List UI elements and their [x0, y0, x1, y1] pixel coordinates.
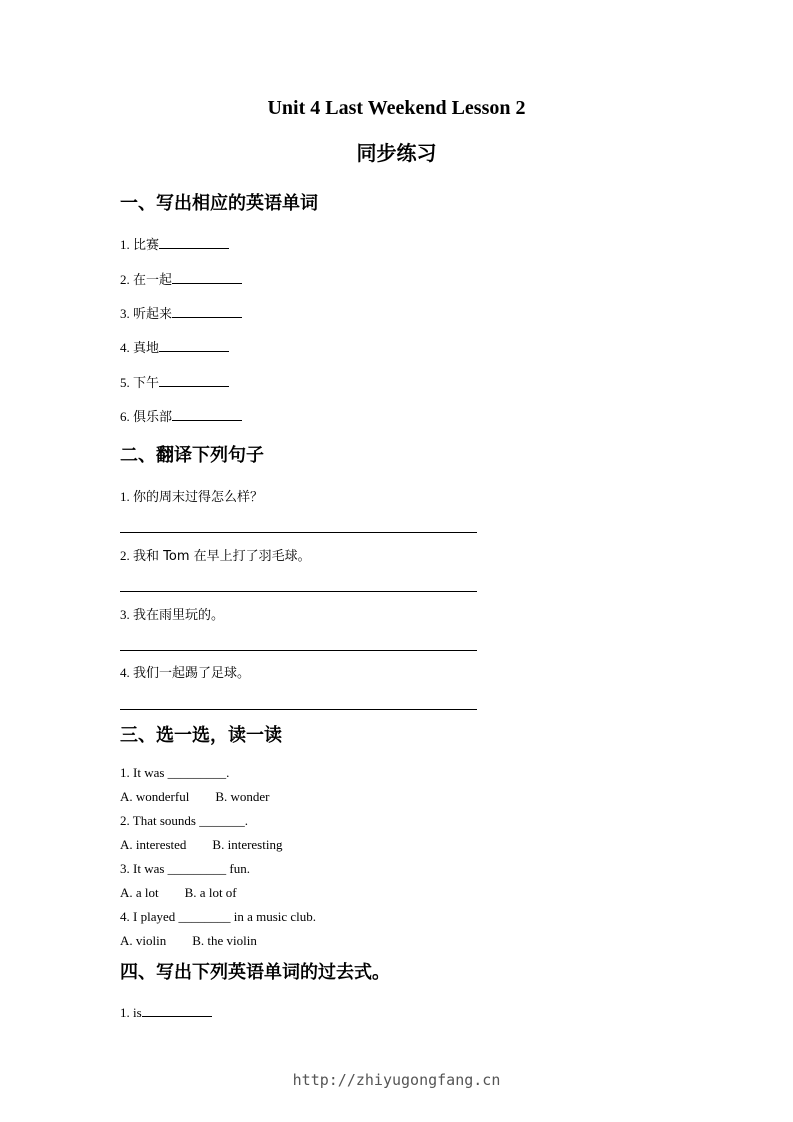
question-stem: 3. It was _________ fun. — [120, 861, 250, 876]
item-number: 1. — [120, 237, 130, 252]
option-a[interactable]: A. interested — [120, 837, 187, 852]
page-subtitle: 同步练习 — [356, 141, 437, 165]
section1-item — [120, 372, 229, 391]
answer-blank[interactable] — [172, 271, 242, 284]
section4-heading: 四、写出下列英语单词的过去式。 — [120, 962, 390, 983]
section2-item — [120, 604, 224, 623]
item-text: 下午 — [133, 376, 160, 391]
item-number: 1. — [120, 1005, 130, 1020]
section4-item — [120, 1004, 212, 1021]
section1-item — [120, 303, 242, 322]
answer-blank[interactable] — [159, 339, 229, 352]
item-text: 俱乐部 — [133, 410, 173, 425]
item-number: 5. — [120, 375, 130, 390]
question-options — [120, 885, 237, 901]
question-stem: 1. It was _________. — [120, 765, 230, 780]
answer-blank[interactable] — [172, 305, 242, 318]
item-text: 你的周末过得怎么样？ — [133, 490, 264, 505]
footer-url[interactable]: http://zhiyugongfang.cn — [292, 1071, 501, 1089]
section2-heading: 二、翻译下列句子 — [120, 445, 264, 466]
option-b[interactable]: B. wonder — [215, 789, 270, 804]
answer-line[interactable] — [120, 532, 477, 533]
option-a[interactable]: A. violin — [120, 933, 167, 948]
item-number: 2. — [120, 272, 130, 287]
section1-item — [120, 269, 242, 288]
item-number: 3. — [120, 306, 130, 321]
answer-blank[interactable] — [159, 374, 229, 387]
question-options — [120, 789, 270, 805]
option-b[interactable]: B. a lot of — [184, 885, 237, 900]
option-a[interactable]: A. a lot — [120, 885, 159, 900]
option-a[interactable]: A. wonderful — [120, 789, 190, 804]
item-text: 我们一起踢了足球。 — [133, 666, 251, 681]
answer-blank[interactable] — [142, 1004, 212, 1017]
item-text: is — [133, 1005, 142, 1020]
page-title: Unit 4 Last Weekend Lesson 2 — [267, 97, 526, 119]
item-number: 4. — [120, 340, 130, 355]
item-text: 听起来 — [133, 307, 173, 322]
item-text: 真地 — [133, 341, 160, 356]
section2-item — [120, 545, 311, 564]
answer-blank[interactable] — [159, 236, 229, 249]
section3-heading: 三、选一选，读一读 — [120, 725, 282, 746]
item-number: 2. — [120, 548, 130, 563]
section1-item — [120, 406, 242, 425]
question-stem: 2. That sounds _______. — [120, 813, 248, 828]
section1-item — [120, 337, 229, 356]
section1-heading: 一、写出相应的英语单词 — [120, 193, 318, 214]
section1-item — [120, 234, 229, 253]
item-number: 4. — [120, 665, 130, 680]
item-text: 比赛 — [133, 238, 160, 253]
item-text: 我在雨里玩的。 — [133, 608, 225, 623]
item-text: 我和 Tom 在早上打了羽毛球。 — [133, 549, 311, 564]
answer-line[interactable] — [120, 709, 477, 710]
option-b[interactable]: B. interesting — [212, 837, 283, 852]
section2-item — [120, 662, 250, 681]
answer-line[interactable] — [120, 591, 477, 592]
item-number: 1. — [120, 489, 130, 504]
answer-line[interactable] — [120, 650, 477, 651]
question-options — [120, 837, 282, 853]
question-options — [120, 933, 257, 949]
item-number: 3. — [120, 607, 130, 622]
question-stem: 4. I played ________ in a music club. — [120, 909, 317, 924]
section2-item — [120, 486, 263, 505]
item-number: 6. — [120, 409, 130, 424]
option-b[interactable]: B. the violin — [192, 933, 257, 948]
item-text: 在一起 — [133, 273, 173, 288]
answer-blank[interactable] — [172, 408, 242, 421]
